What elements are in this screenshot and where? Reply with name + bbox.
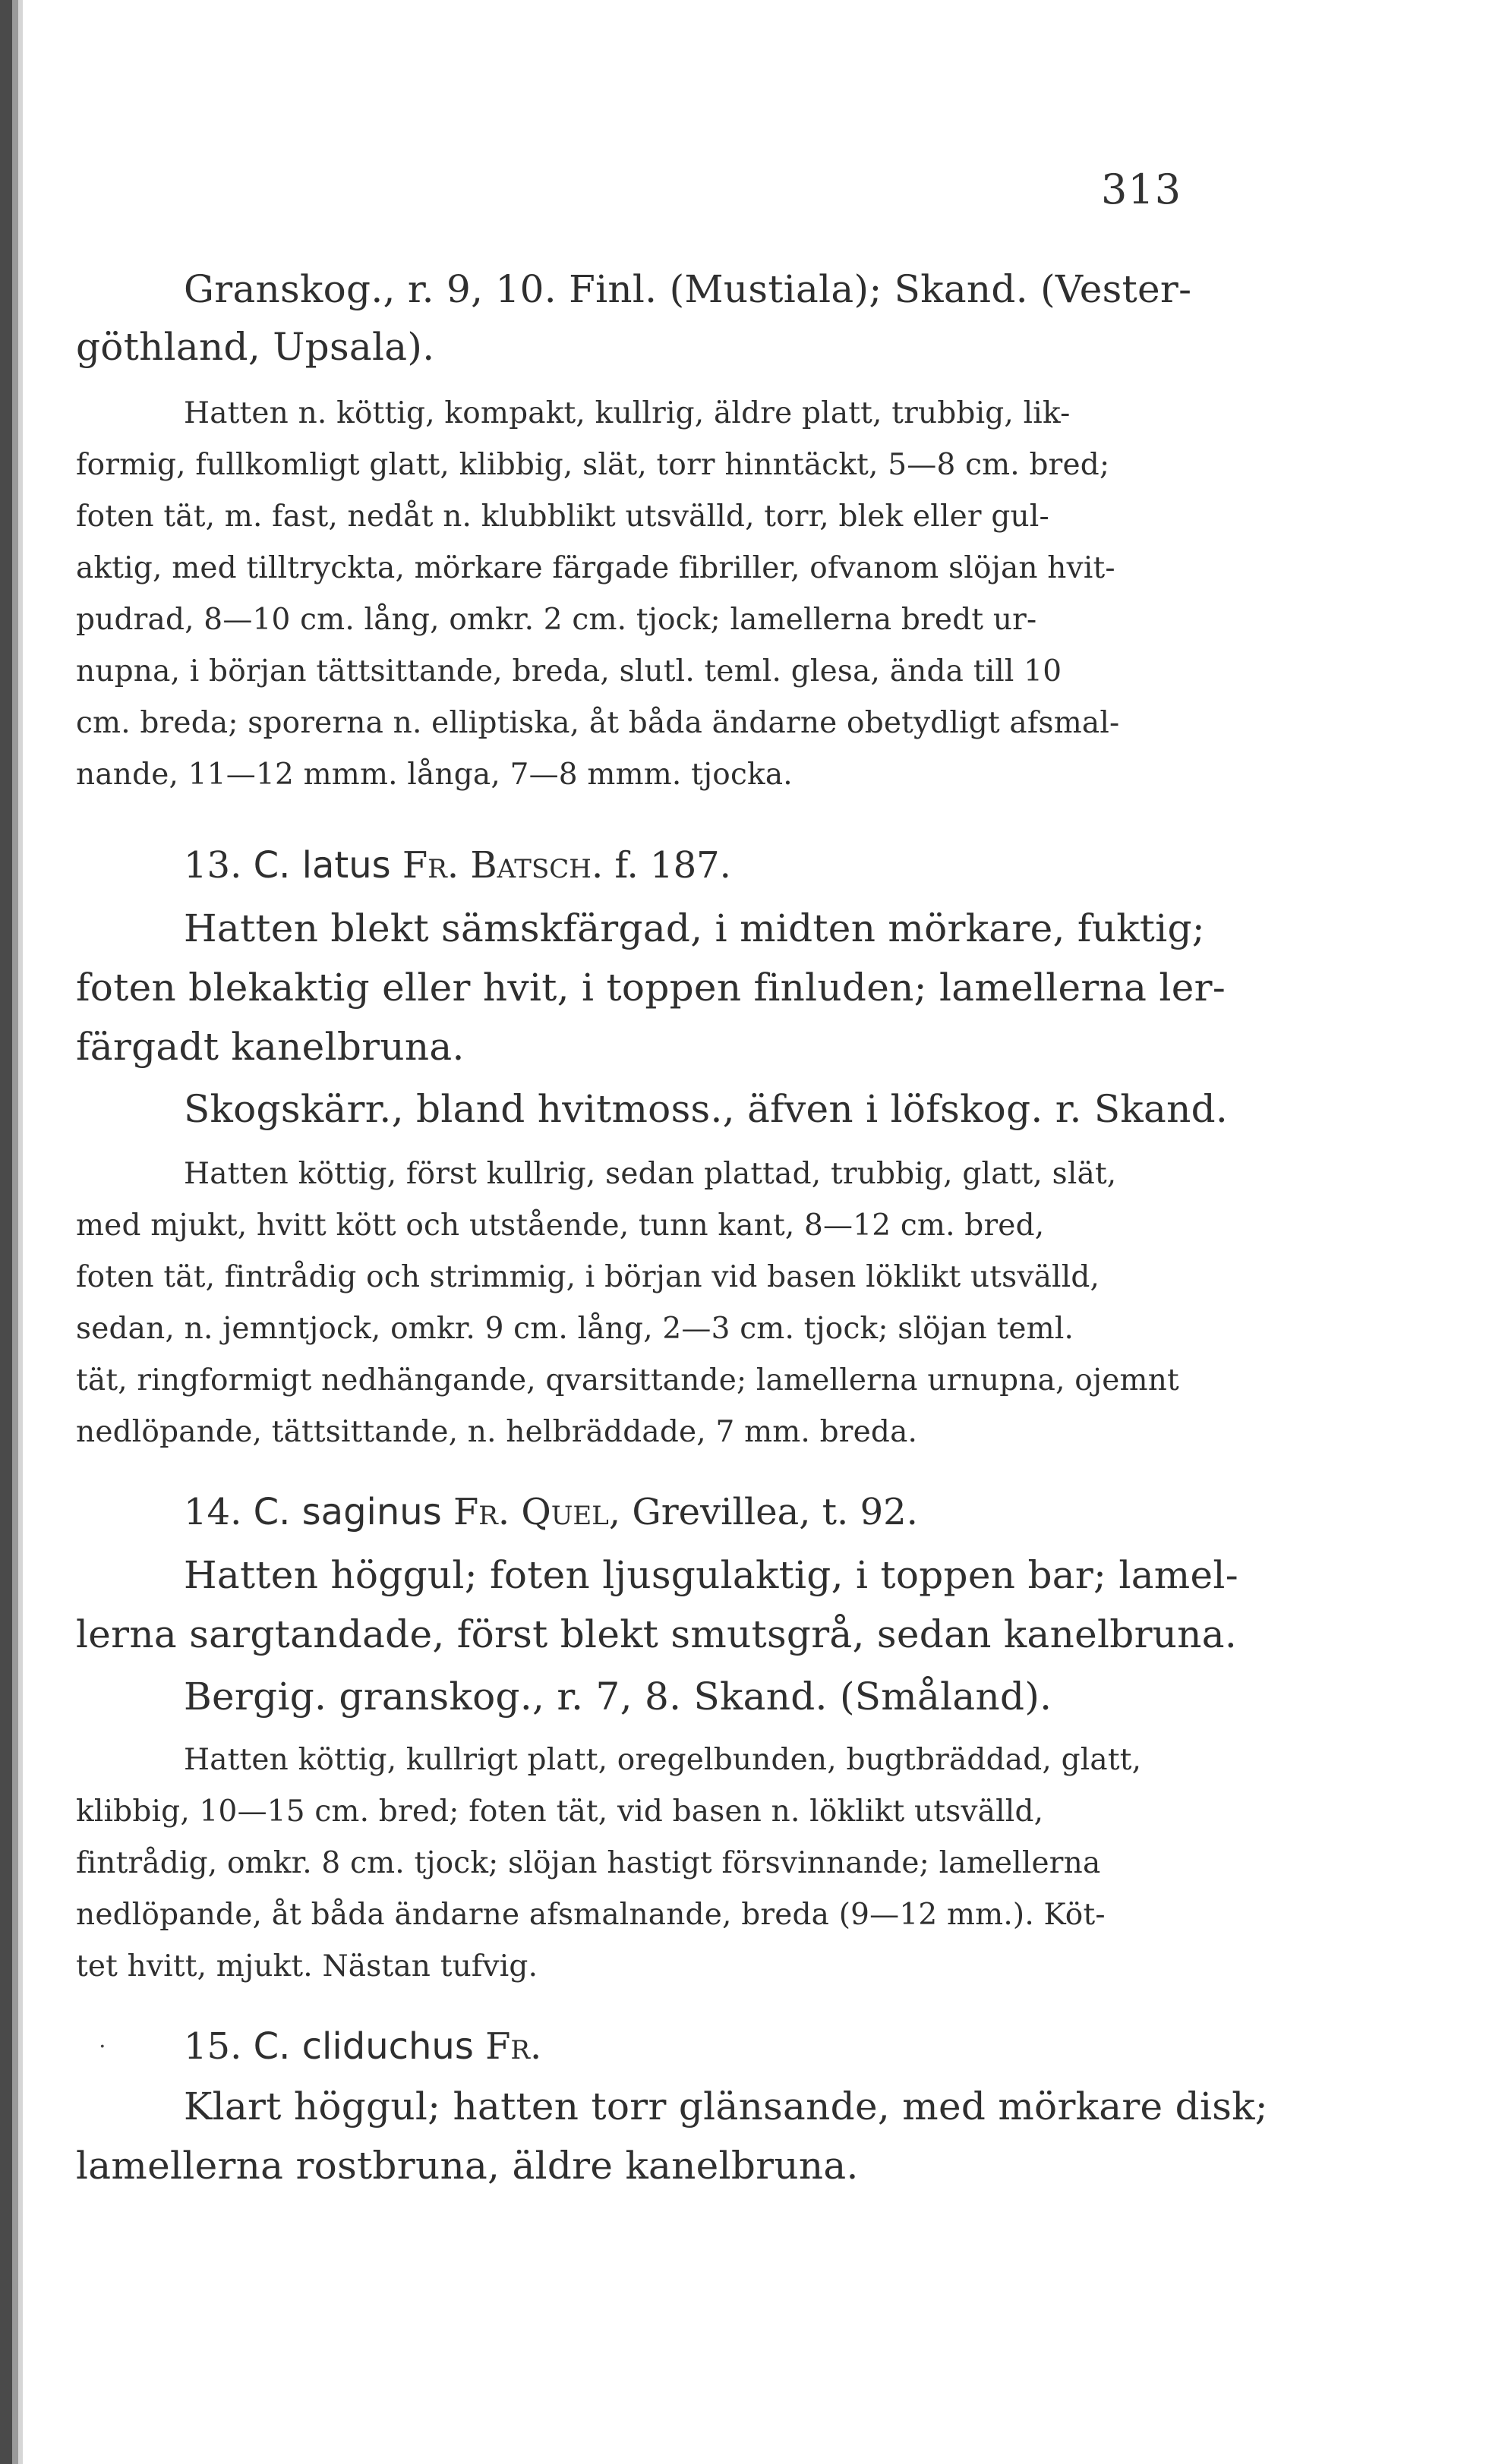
description-line: klibbig, 10—15 cm. bred; foten tät, vid basen n. löklikt utsvälld, <box>76 1794 1044 1829</box>
description-line: Hatten köttig, kullrigt platt, oregelbunden, bugtbräddad, glatt, <box>184 1743 1142 1777</box>
genus-abbrev: C. <box>253 2025 291 2068</box>
species-reference: Grevillea, t. 92. <box>632 1491 918 1533</box>
species-name: cliduchus <box>301 2025 474 2068</box>
description-line: fintrådig, omkr. 8 cm. tjock; slöjan hastigt försvinnande; lamellerna <box>76 1846 1101 1880</box>
binding-edge-mid <box>12 0 18 2464</box>
binding-edge-dark <box>0 0 12 2464</box>
species-heading <box>184 2025 541 2068</box>
species-author: Fr. <box>485 2025 542 2068</box>
diagnosis-line: Hatten blekt sämskfärgad, i midten mörkare, fuktig; <box>184 906 1205 950</box>
diagnosis-line: lamellerna rostbruna, äldre kanelbruna. <box>76 2144 859 2188</box>
species-number: 14. <box>184 1491 242 1533</box>
description-line: pudrad, 8—10 cm. lång, omkr. 2 cm. tjock; lamellerna bredt ur- <box>76 603 1037 637</box>
description-line: cm. breda; sporerna n. elliptiska, åt båda ändarne obetydligt afsmal- <box>76 706 1120 740</box>
species-number: 15. <box>184 2025 242 2068</box>
description-line: foten tät, m. fast, nedåt n. klubblikt utsvälld, torr, blek eller gul- <box>76 499 1049 534</box>
description-line: nedlöpande, åt båda ändarne afsmalnande, breda (9—12 mm.). Köt- <box>76 1898 1106 1932</box>
diagnosis-line: foten blekaktig eller hvit, i toppen finluden; lamellerna ler- <box>76 966 1226 1010</box>
description-line: aktig, med tilltryckta, mörkare färgade fibriller, ofvanom slöjan hvit- <box>76 551 1115 585</box>
diagnosis-line: lerna sargtandade, först blekt smutsgrå, sedan kanelbruna. <box>76 1612 1238 1656</box>
stray-mark: . <box>99 2027 106 2053</box>
species-author: Fr. Batsch. <box>402 844 604 887</box>
diagnosis-line <box>76 1553 1238 1597</box>
species-heading <box>184 844 731 887</box>
genus-abbrev: C. <box>253 844 291 887</box>
description-line: tät, ringformigt nedhängande, qvarsittande; lamellerna urnupna, ojemnt <box>76 1363 1179 1397</box>
locality-line: göthland, Upsala). <box>76 325 435 369</box>
description-line: foten tät, fintrådig och strimmig, i början vid basen löklikt utsvälld, <box>76 1260 1100 1294</box>
species-number: 13. <box>184 844 242 887</box>
species-author: Fr. Quel, <box>453 1491 621 1533</box>
locality-line: Skogskärr., bland hvitmoss., äfven i löfskog. r. Skand. <box>184 1087 1229 1131</box>
description-line: sedan, n. jemntjock, omkr. 9 cm. lång, 2—3 cm. tjock; slöjan teml. <box>76 1312 1074 1346</box>
description-line: nupna, i början tättsittande, breda, slutl. teml. glesa, ända till 10 <box>76 654 1062 688</box>
description-line: nedlöpande, tättsittande, n. helbräddade, 7 mm. breda. <box>76 1415 918 1449</box>
description-line: formig, fullkomligt glatt, klibbig, slät, torr hinntäckt, 5—8 cm. bred; <box>76 448 1110 482</box>
description-line: tet hvitt, mjukt. Nästan tufvig. <box>76 1949 538 1983</box>
description-line: nande, 11—12 mmm. långa, 7—8 mmm. tjocka. <box>76 758 793 792</box>
diagnosis-text: Hatten höggul; foten ljusgulaktig, i toppen bar; lamel- <box>184 1553 1238 1597</box>
diagnosis-line: Klart höggul; hatten torr glänsande, med mörkare disk; <box>184 2084 1268 2128</box>
diagnosis-line: färgadt kanelbruna. <box>76 1025 465 1069</box>
description-line: Hatten köttig, först kullrig, sedan plattad, trubbig, glatt, slät, <box>184 1157 1117 1191</box>
locality-line: Bergig. granskog., r. 7, 8. Skand. (Småland). <box>184 1675 1052 1719</box>
genus-abbrev: C. <box>253 1491 291 1533</box>
page-number: 313 <box>1101 165 1182 213</box>
binding-edge-light <box>18 0 23 2464</box>
species-name: latus <box>301 844 391 887</box>
species-name: saginus <box>301 1491 442 1533</box>
description-line: Hatten n. köttig, kompakt, kullrig, äldre platt, trubbig, lik- <box>184 396 1071 430</box>
species-reference: f. 187. <box>614 844 731 887</box>
description-line: med mjukt, hvitt kött och utstående, tunn kant, 8—12 cm. bred, <box>76 1208 1045 1243</box>
locality-line: Granskog., r. 9, 10. Finl. (Mustiala); Skand. (Vester- <box>184 267 1192 311</box>
species-heading <box>184 1491 918 1533</box>
